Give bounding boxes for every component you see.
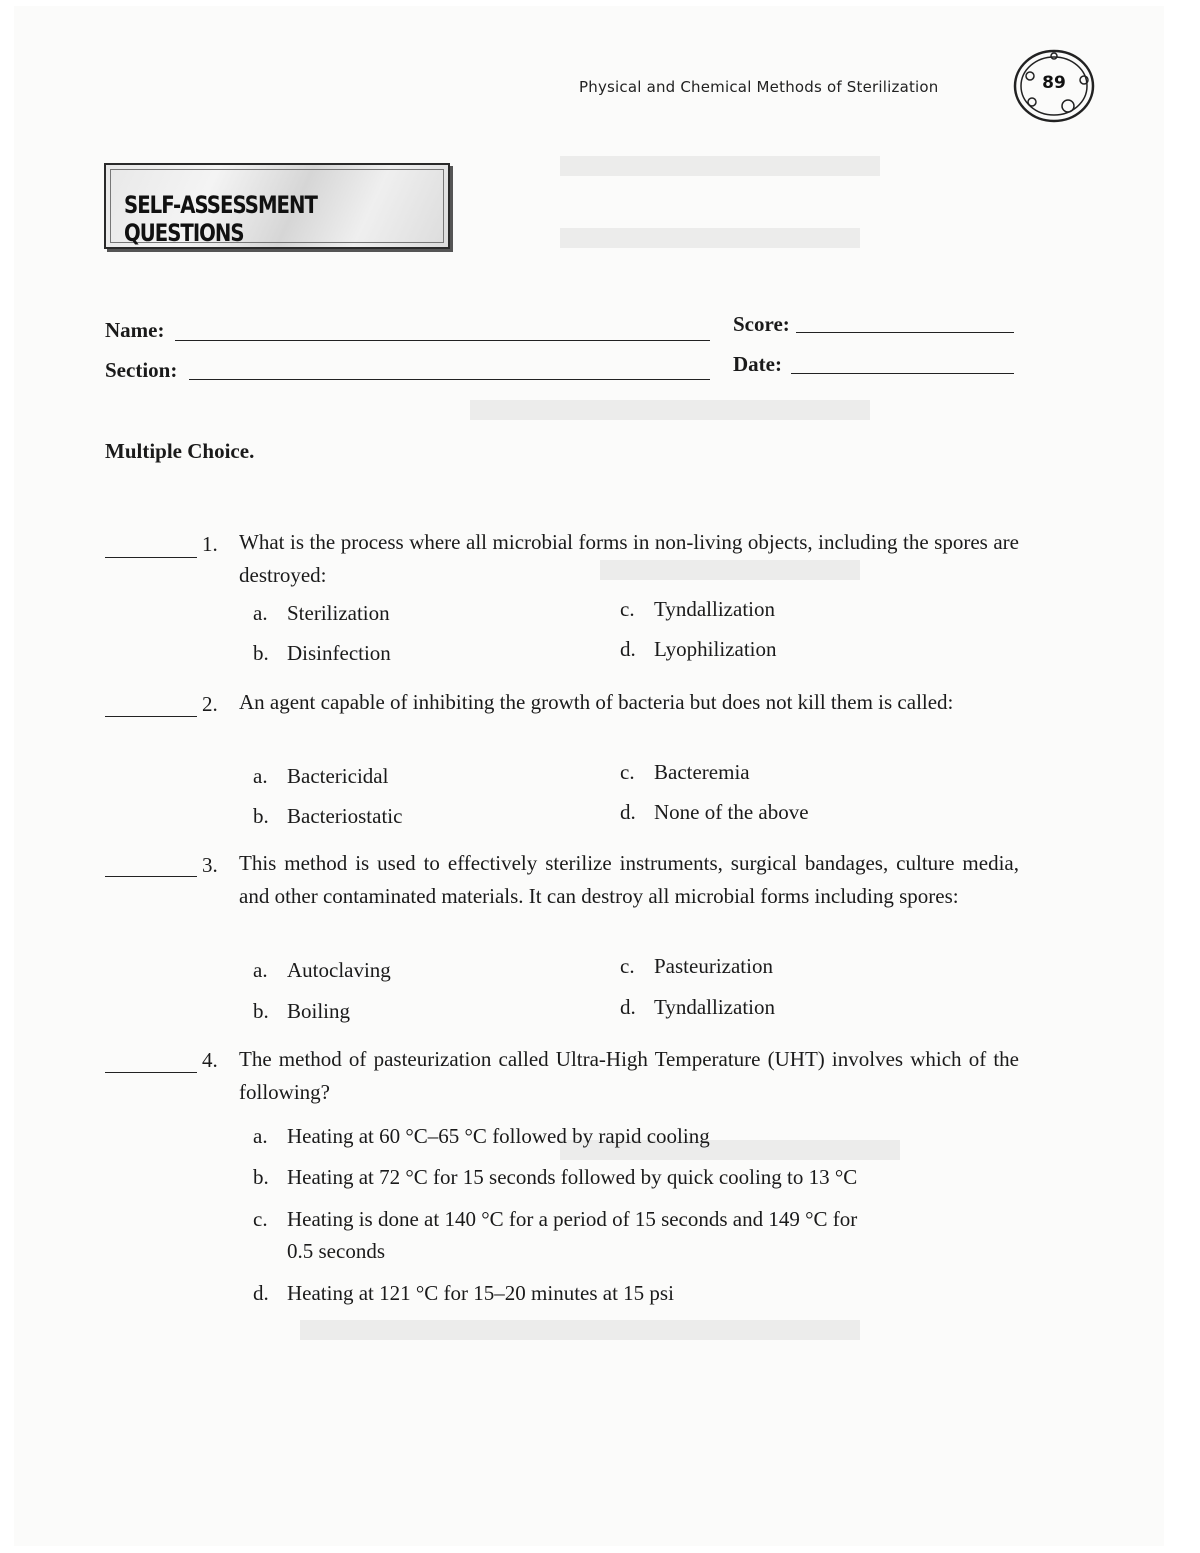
self-assessment-banner: [104, 163, 450, 249]
answer-blank-4[interactable]: [105, 1072, 197, 1073]
question-number: 3.: [202, 853, 218, 877]
option-d[interactable]: d. None of the above: [620, 800, 809, 824]
running-head-title: Physical and Chemical Methods of Sterilization: [579, 78, 939, 96]
option-b[interactable]: b. Disinfection: [253, 641, 391, 665]
option-a[interactable]: a. Heating at 60 °C–65 °C followed by rapid cooling: [253, 1124, 710, 1148]
question-text: The method of pasteurization called Ultra-High Temperature (UHT) involves which of the following?: [239, 1047, 1019, 1104]
name-label: Name:: [105, 318, 165, 342]
option-c[interactable]: c. Bacteremia: [620, 760, 750, 784]
option-d[interactable]: d. Tyndallization: [620, 995, 775, 1019]
answer-blank-1[interactable]: [105, 557, 197, 558]
section-field[interactable]: [189, 379, 710, 380]
name-field[interactable]: [175, 340, 710, 341]
score-field[interactable]: [796, 332, 1014, 333]
option-c[interactable]: c. Heating is done at 140 °C for a period of 15 seconds and 149 °C for 0.5 seconds: [253, 1207, 858, 1263]
option-a[interactable]: a. Bactericidal: [253, 764, 389, 788]
banner-title: SELF-ASSESSMENT QUESTIONS: [124, 191, 317, 247]
question-text: An agent capable of inhibiting the growth of bacteria but does not kill them is called:: [239, 690, 954, 714]
option-d[interactable]: d. Heating at 121 °C for 15–20 minutes at 15 psi: [253, 1281, 674, 1305]
answer-blank-3[interactable]: [105, 876, 197, 877]
option-c[interactable]: c. Pasteurization: [620, 954, 773, 978]
option-a[interactable]: a. Sterilization: [253, 601, 390, 625]
date-field[interactable]: [791, 373, 1014, 374]
page-number: 89: [1042, 73, 1066, 93]
section-label: Section:: [105, 358, 178, 382]
option-b[interactable]: b. Boiling: [253, 999, 351, 1023]
option-d[interactable]: d. Lyophilization: [620, 637, 777, 661]
question-number: 1.: [202, 532, 218, 556]
page-number-badge: [1012, 46, 1096, 124]
question-text: What is the process where all microbial forms in non-living objects, including the spores are destroyed:: [239, 530, 1019, 587]
score-label: Score:: [733, 312, 790, 336]
answer-blank-2[interactable]: [105, 716, 197, 717]
question-number: 2.: [202, 692, 218, 716]
section-heading: Multiple Choice.: [105, 439, 255, 463]
option-b[interactable]: b. Bacteriostatic: [253, 804, 403, 828]
option-a[interactable]: a. Autoclaving: [253, 958, 391, 982]
question-number: 4.: [202, 1048, 218, 1072]
option-b[interactable]: b. Heating at 72 °C for 15 seconds followed by quick cooling to 13 °C: [253, 1165, 858, 1189]
option-c[interactable]: c. Tyndallization: [620, 597, 775, 621]
question-text: This method is used to effectively sterilize instruments, surgical bandages, culture media, and other contaminated materials. It can destroy all microbial forms including spores:: [239, 851, 1019, 908]
date-label: Date:: [733, 352, 782, 376]
